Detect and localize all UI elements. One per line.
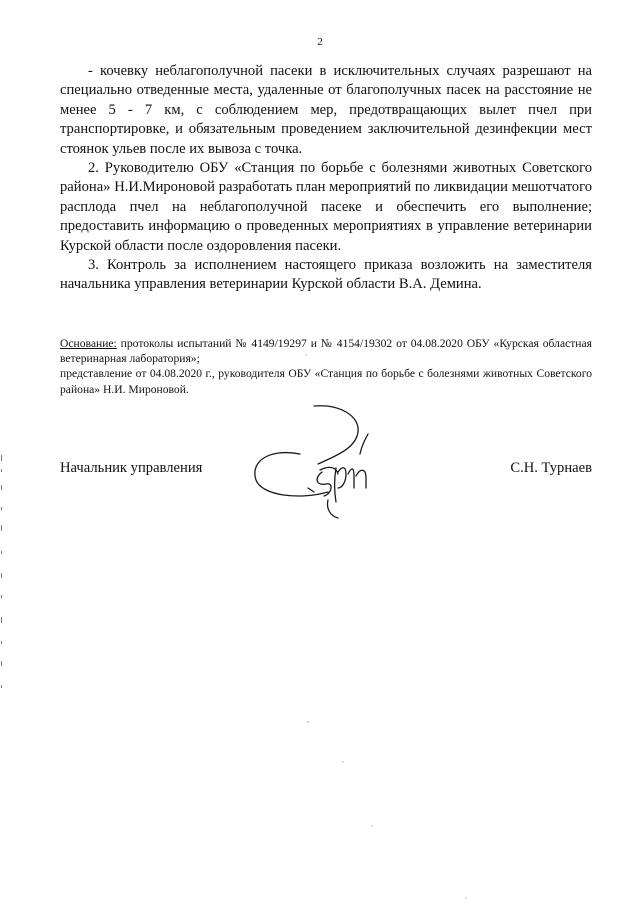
signatory-title: Начальник управления (60, 460, 203, 476)
paragraph-control: 3. Контроль за исполнением настоящего приказа возложить на заместителя начальника управления ветеринарии Курской области В.А. Демина. (60, 257, 592, 293)
paragraph-migration-rules: - кочевку неблагополучной пасеки в исключительных случаях разрешают на специально отведенные места, удаленные от благополучных пасек на расстояние не менее 5 - 7 км, с соблюдением мер, предотвращающих вылет пчел при транспортировке, и обязательным проведением заключительной дезинфекции мест стоянок ульев после их вывоза с точка. (60, 63, 592, 157)
page-number: 2 (317, 36, 323, 48)
paragraph-station-instruction: 2. Руководителю ОБУ «Станция по борьбе с болезнями животных Советского района» Н.И.Мироновой разработать план мероприятий по ликвидации мешотчатого расплода пчел на неблагополучной пасеке и обеспечить его выполнение; предоставить информацию о проведенных мероприятиях в управление ветеринарии Курской области после оздоровления пасеки. (60, 160, 592, 254)
signatory-name: С.Н. Турнаев (510, 460, 592, 476)
basis-protocols-text: протоколы испытаний № 4149/19297 и № 4154/19302 от 04.08.2020 ОБУ «Курская областная ветеринарная лаборатория»; (60, 337, 592, 366)
basis-label: Основание: (60, 337, 117, 350)
basis-line-submission: представление от 04.08.2020 г., руководителя ОБУ «Станция по борьбе с болезнями животных Советского района» Н.И. Мироновой. (60, 367, 592, 396)
